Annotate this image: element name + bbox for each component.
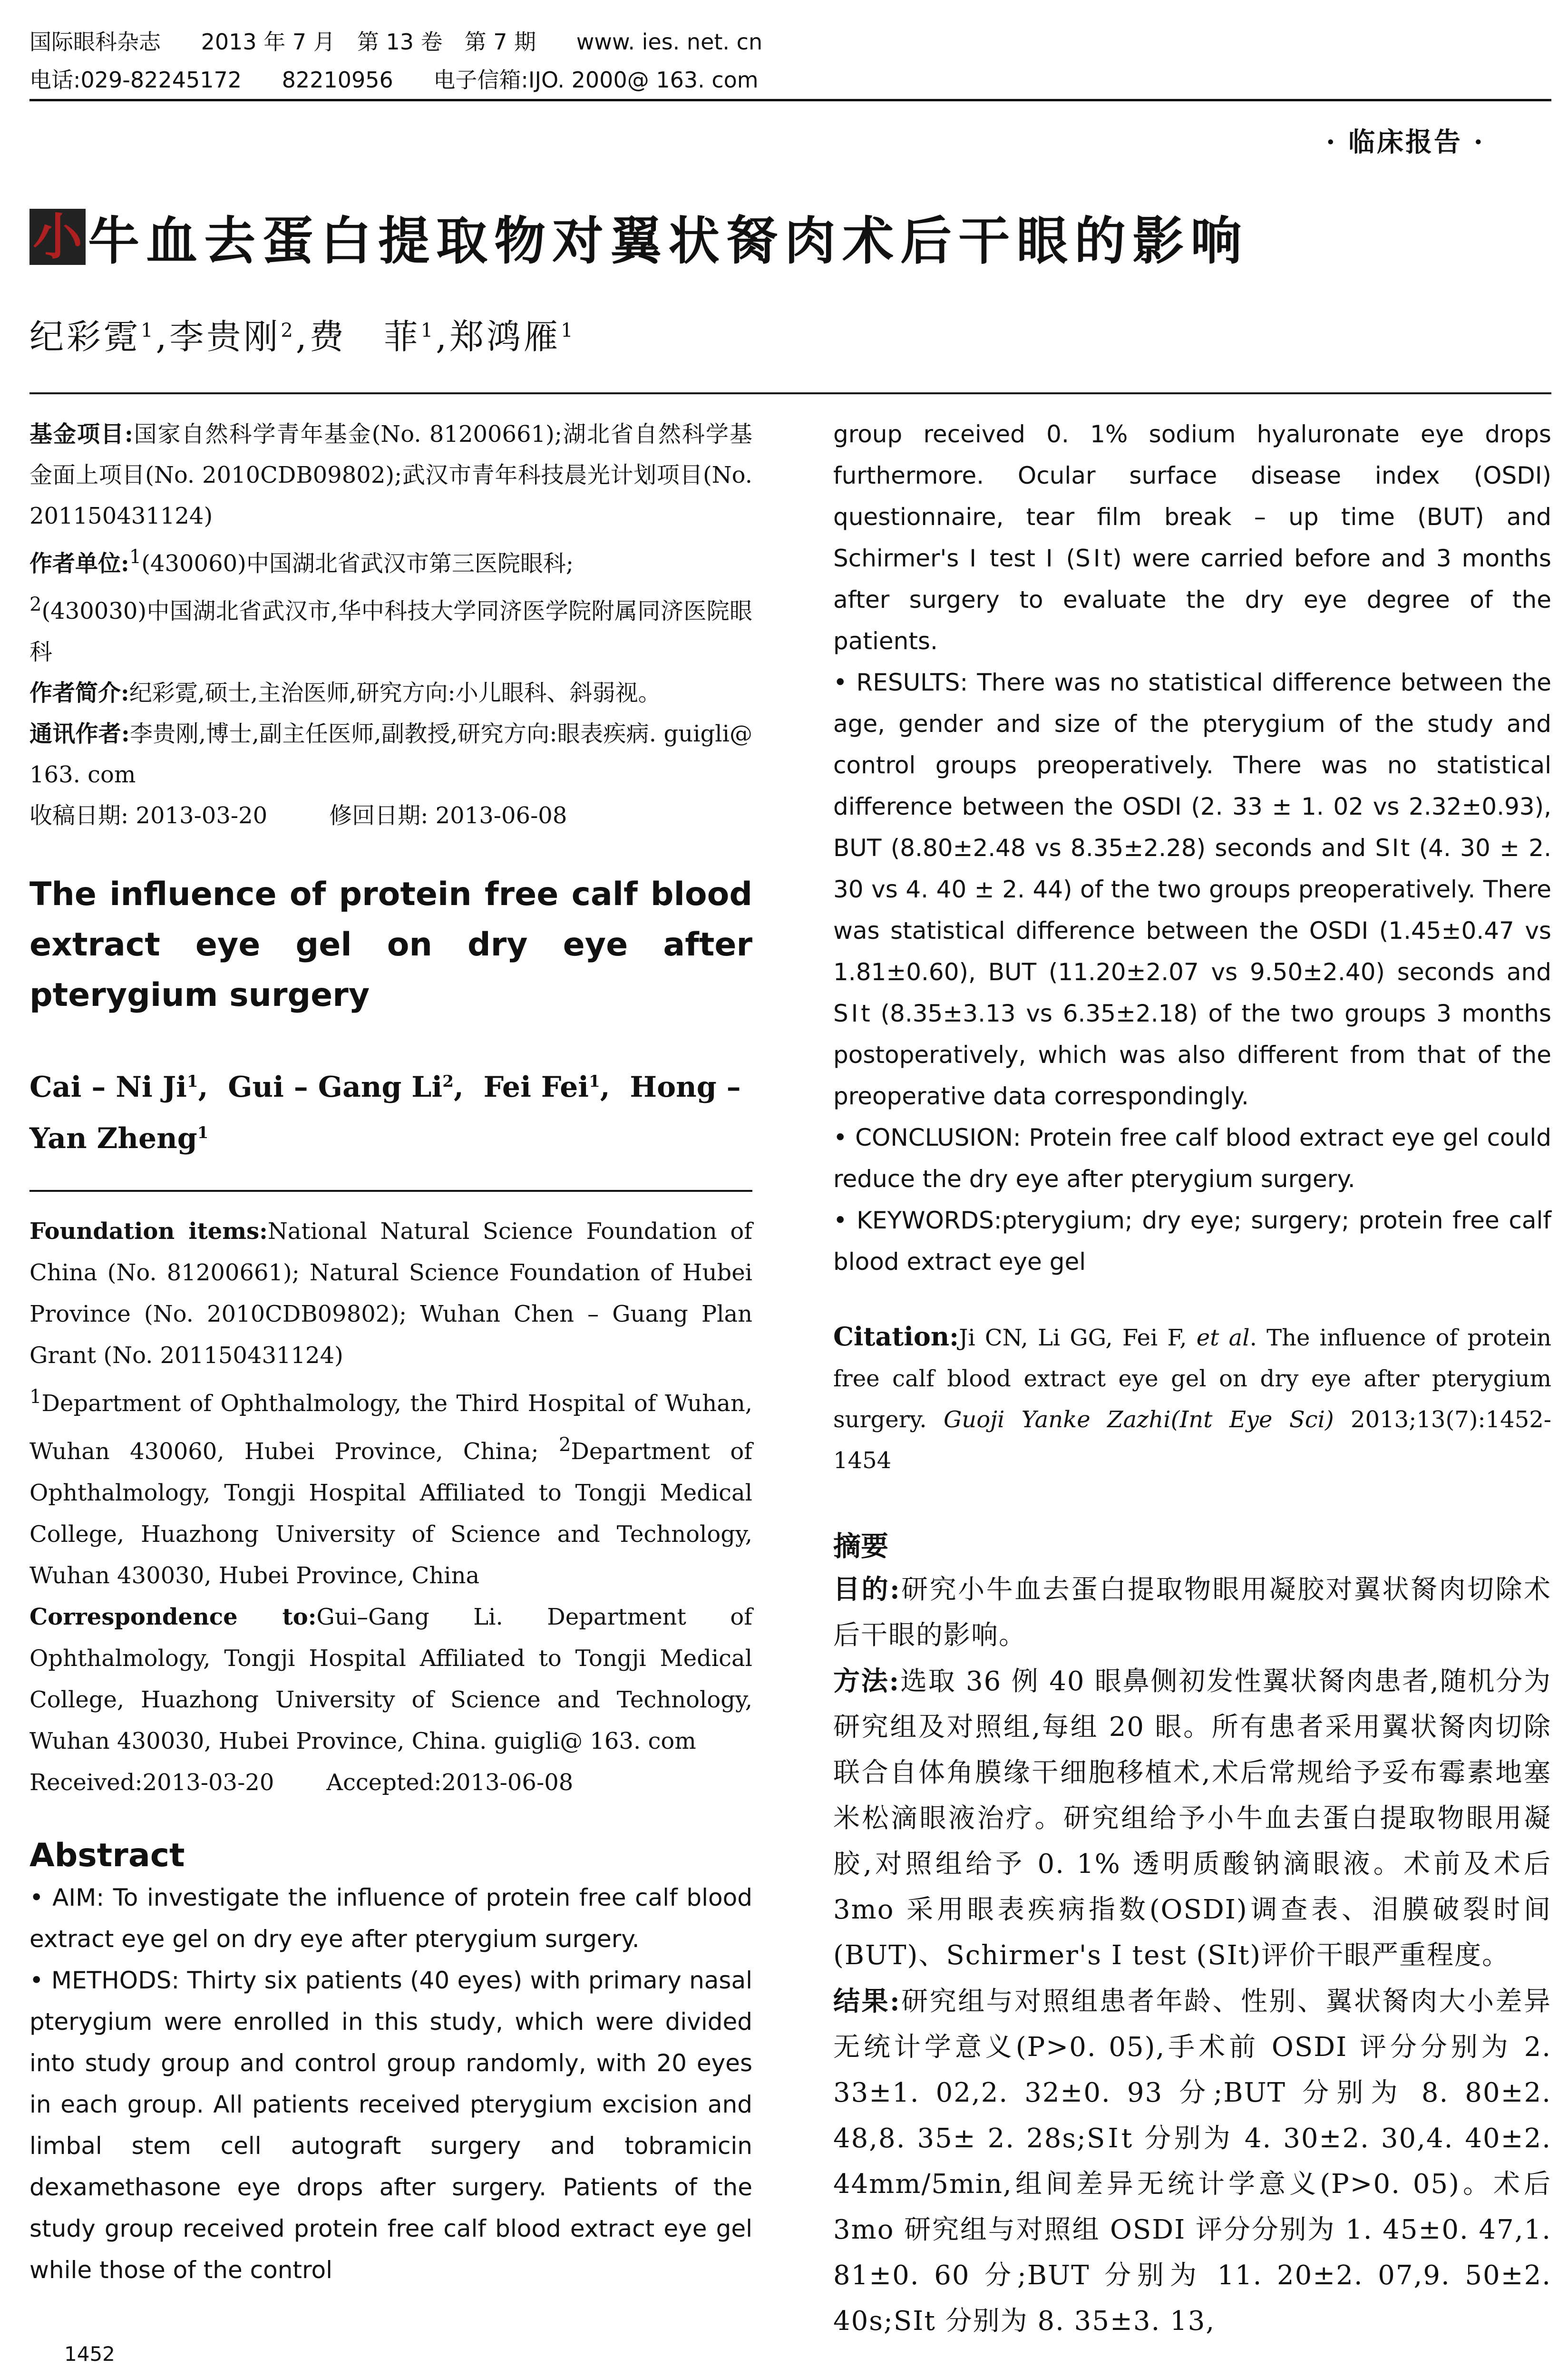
foundation-items: Foundation items:National Natural Science Foundation of China (No. 81200661); Natural Science Foundation of Hubei Province (No. 2010CDB09802); Wuhan Chen – Guang Plan Grant (No. 201150431124) bbox=[29, 1218, 752, 1369]
abstract-aim: • AIM: To investigate the influence of protein free calf blood extract eye gel on dry eye after pterygium surgery. bbox=[29, 1884, 752, 1953]
author-name: 费 菲 bbox=[309, 317, 421, 357]
abstract-cn-methods: 方法:选取 36 例 40 眼鼻侧初发性翼状胬肉患者,随机分为研究组及对照组,每组 20 眼。所有患者采用翼状胬肉切除联合自体角膜缘干细胞移植术,术后常规给予妥布霉素地塞米松滴眼液治疗。研究组给予小牛血去蛋白提取物眼用凝胶,对照组给予 0. 1% 透明质酸钠滴眼液。术前及术后 3mo 采用眼表疾病指数(OSDI)调查表、泪膜破裂时间(BUT)、Schirmer's Ⅰ test (SⅠt)评价干眼严重程度。 bbox=[833, 1666, 1551, 1971]
funding-cn: 基金项目:国家自然科学青年基金(No. 81200661);湖北省自然科学基金面上项目(No. 2010CDB09802);武汉市青年科技晨光计划项目(No. 201150431124) bbox=[29, 421, 752, 529]
corresponding-author-cn: 通讯作者:李贵刚,博士,副主任医师,副教授,研究方向:眼表疾病. guigli@ 163. com bbox=[29, 721, 752, 788]
issue-info: 2013 年 7 月 第 13 卷 第 7 期 bbox=[201, 29, 536, 55]
citation: Citation:Ji CN, Li GG, Fei F, et al. The influence of protein free calf blood extract eye gel on dry eye after pterygium surgery. Guoji Yanke Zazhi(Int Eye Sci) 2013;13(7):1452-1454 bbox=[833, 1321, 1551, 1474]
authors-cn: 纪彩霓$^1$,李贵刚$^2$,费 菲$^1$,郑鸿雁$^1$ bbox=[29, 317, 576, 357]
authors-rule bbox=[29, 1190, 752, 1192]
abstract-methods: • METHODS: Thirty six patients (40 eyes) with primary nasal pterygium were enrolled in this study, which were divided into study group and control group randomly, with 20 eyes in each group. All patients received pterygium excision and limbal stem cell autograft surgery and tobramicin dexamethasone eye drops after surgery. Patients of the study group received protein free calf blood extract eye gel while those of the control bbox=[29, 1967, 752, 2284]
abstract-cn-heading: 摘要 bbox=[833, 1530, 889, 1562]
journal-name: 国际眼科杂志 bbox=[29, 29, 161, 55]
affiliations-en: $^1$Department of Ophthalmology, the Third Hospital of Wuhan, Wuhan 430060, Hubei Province, China; $^2$Department of Ophthalmology, Tongji Hospital Affiliated to Tongji Medical College, Huazhong University of Science and Technology, Wuhan 430030, Hubei Province, China bbox=[29, 1386, 752, 1589]
abstract-methods-cont: group received 0. 1% sodium hyaluronate eye drops furthermore. Ocular surface disease index (OSDI) questionnaire, tear film break – up time (BUT) and Schirmer's Ⅰ test Ⅰ (SⅠt) were carried before and 3 months after surgery to evaluate the dry eye degree of the patients. bbox=[833, 420, 1551, 655]
dates-cn: 收稿日期: 2013-03-20 修回日期: 2013-06-08 bbox=[29, 802, 567, 829]
right-column bbox=[833, 414, 1551, 2344]
article-metadata-en bbox=[29, 1211, 752, 1803]
running-header bbox=[29, 25, 796, 56]
title-first-char: 小 bbox=[29, 209, 86, 265]
header-rule bbox=[29, 99, 1551, 101]
email: 电子信箱:IJO. 2000@ 163. com bbox=[433, 67, 759, 93]
abstract-en-part1 bbox=[29, 1877, 752, 2291]
abstract-en-part2 bbox=[833, 414, 1551, 1283]
contact-header bbox=[29, 63, 792, 94]
abstract-results: • RESULTS: There was no statistical difference between the age, gender and size of the pterygium of the study and control groups preoperatively. There was no statistical difference between the OSDI (2. 33 ± 1. 02 vs 2.32±0.93), BUT (8.80±2.48 vs 8.35±2.28) seconds and SⅠt (4. 30 ± 2. 30 vs 4. 40 ± 2. 44) of the two groups preoperatively. There was statistical difference between the OSDI (1.45±0.47 vs 1.81±0.60), BUT (11.20±2.07 vs 9.50±2.40) seconds and SⅠt (8.35±3.13 vs 6.35±2.18) of the two groups 3 months postoperatively, which was also different from that of the preoperative data correspondingly. bbox=[833, 669, 1551, 1110]
page-number: 1452 bbox=[64, 2342, 115, 2366]
fax: 82210956 bbox=[282, 67, 393, 93]
article-title bbox=[29, 200, 1249, 271]
correspondence: Correspondence to:Gui–Gang Li. Department of Ophthalmology, Tongji Hospital Affiliated to Tongji Medical College, Huazhong University of Science and Technology, Wuhan 430030, Hubei Province, China. guigli@ 163. com bbox=[29, 1604, 752, 1754]
author-name: 李贵刚 bbox=[169, 317, 281, 357]
abstract-keywords: • KEYWORDS:pterygium; dry eye; surgery; protein free calf blood extract eye gel bbox=[833, 1207, 1551, 1276]
authors-en: Cai – Ni Ji$^1$, Gui – Gang Li$^2$, Fei Fei$^1$, Hong – Yan Zheng$^1$ bbox=[29, 1071, 741, 1155]
article-metadata-cn bbox=[29, 414, 752, 836]
journal-website: www. ies. net. cn bbox=[576, 29, 763, 55]
phone: 电话:029-82245172 bbox=[29, 67, 242, 93]
left-column bbox=[29, 414, 752, 2291]
author-bio-cn: 作者简介:纪彩霓,硕士,主治医师,研究方向:小儿眼科、斜弱视。 bbox=[29, 680, 661, 706]
title-rule bbox=[29, 392, 1551, 394]
affiliation-cn: 作者单位:$^1$(430060)中国湖北省武汉市第三医院眼科; $^2$(430030)中国湖北省武汉市,华中科技大学同济医学院附属同济医院眼科 bbox=[29, 546, 752, 665]
author-name: 郑鸿雁 bbox=[449, 317, 561, 357]
abstract-cn-results: 结果:研究组与对照组患者年龄、性别、翼状胬肉大小差异无统计学意义(P>0. 05),手术前 OSDI 评分分别为 2. 33±1. 02,2. 32±0. 93 分;BUT 分别为 8. 80±2. 48,8. 35± 2. 28s;SⅠt 分别为 4. 30±2. 30,4. 40±2. 44mm/5min,组间差异无统计学意义(P>0. 05)。术后 3mo 研究组与对照组 OSDI 评分分别为 1. 45±0. 47,1. 81±0. 60 分;BUT 分别为 11. 20±2. 07,9. 50±2. 40s;SⅠt 分别为 8. 35±3. 13, bbox=[833, 1986, 1552, 2337]
author-name: 纪彩霓 bbox=[29, 317, 141, 357]
dates-en: Received:2013-03-20 Accepted:2013-06-08 bbox=[29, 1769, 574, 1796]
section-label: · 临床报告 · bbox=[1326, 127, 1485, 158]
title-text: 牛血去蛋白提取物对翼状胬肉术后干眼的影响 bbox=[88, 212, 1249, 271]
abstract-heading: Abstract bbox=[29, 1837, 185, 1874]
english-title: The influence of protein free calf blood extract eye gel on dry eye after pterygium surgery bbox=[29, 876, 752, 1014]
abstract-conclusion: • CONCLUSION: Protein free calf blood extract eye gel could reduce the dry eye after pterygium surgery. bbox=[833, 1124, 1551, 1193]
abstract-cn-aim: 目的:研究小牛血去蛋白提取物眼用凝胶对翼状胬肉切除术后干眼的影响。 bbox=[833, 1574, 1552, 1651]
abstract-cn bbox=[833, 1567, 1551, 2344]
